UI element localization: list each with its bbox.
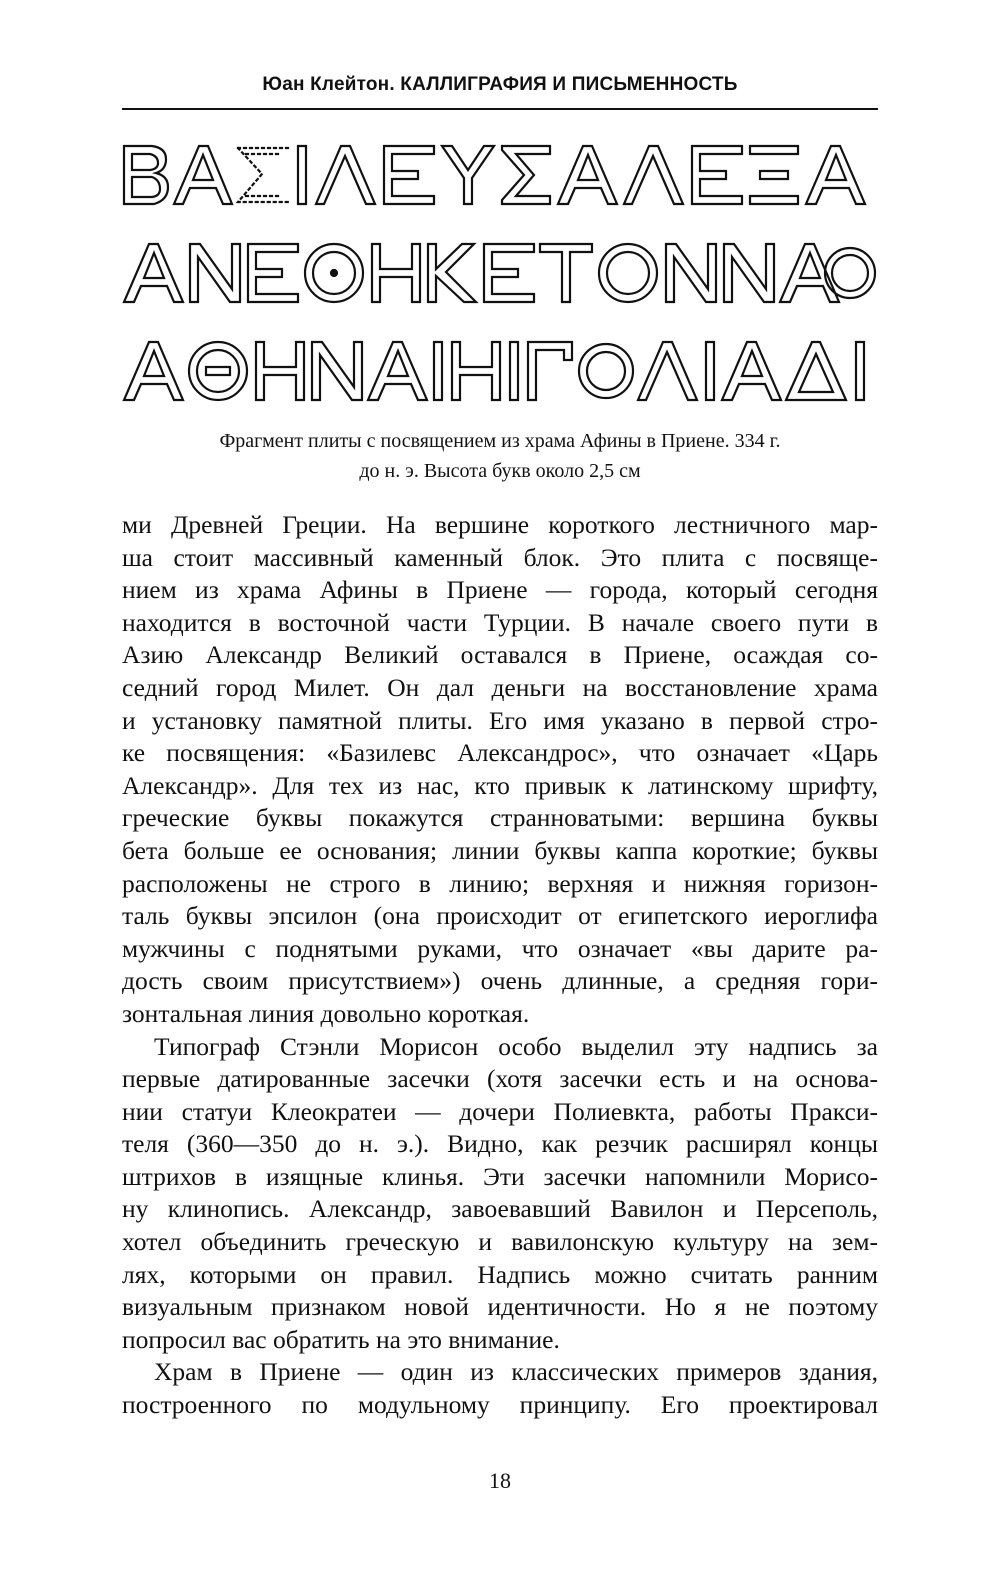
letter-kappa bbox=[428, 244, 476, 302]
text-line: дость своим присутствием») очень длинные, а средняя гори- bbox=[122, 966, 878, 996]
letter-alpha bbox=[368, 342, 427, 400]
letter-upsilon bbox=[442, 146, 494, 204]
text-line: Азию Александр Великий оставался в Приене, осаждая со- bbox=[122, 640, 878, 670]
letter-eta bbox=[372, 244, 420, 302]
letter-lambda bbox=[624, 146, 683, 204]
letter-eta bbox=[452, 342, 500, 400]
letter-alpha bbox=[806, 146, 865, 204]
header-rule bbox=[122, 108, 878, 110]
text-line: греческие буквы покажутся странноватыми: вершина буквы bbox=[122, 803, 878, 833]
body-text bbox=[122, 509, 878, 1422]
text-line: штрихов в изящные клинья. Эти засечки напомнили Морисо- bbox=[122, 1161, 878, 1191]
letter-omicron bbox=[599, 244, 657, 302]
text-line: нием из храма Афины в Приене — города, который сегодня bbox=[122, 575, 878, 605]
text-line: попросил вас обратить на это внимание. bbox=[122, 1324, 560, 1354]
letter-alpha bbox=[780, 244, 839, 302]
caption-line: до н. э. Высота букв около 2,5 см bbox=[359, 460, 641, 482]
text-line: первые датированные засечки (хотя засечки есть и на основа- bbox=[122, 1064, 878, 1094]
text-line: находится в восточной части Турции. В начале своего пути в bbox=[122, 607, 878, 637]
letter-tau bbox=[540, 244, 592, 302]
letter-beta bbox=[124, 146, 168, 204]
text-line: ша стоит массивный каменный блок. Это плита с посвяще- bbox=[122, 542, 878, 572]
letter-epsilon bbox=[692, 146, 742, 204]
letter-iota bbox=[298, 146, 306, 204]
running-head: Юан Клейтон. КАЛЛИГРАФИЯ И ПИСЬМЕННОСТЬ bbox=[262, 74, 738, 95]
text-line: и установку памятной плиты. Его имя указано в первой стро- bbox=[122, 705, 878, 735]
letter-iota bbox=[706, 342, 714, 400]
letter-epsilon bbox=[248, 244, 298, 302]
inscription-line-2 bbox=[124, 244, 875, 302]
letter-epsilon bbox=[384, 146, 434, 204]
letter-alpha bbox=[124, 244, 183, 302]
inscription-line-1 bbox=[124, 146, 865, 204]
text-line: Александр». Для тех из нас, кто привык к латинскому шрифту, bbox=[122, 770, 878, 800]
letter-iota bbox=[856, 342, 864, 400]
text-line: зонтальная линия довольно короткая. bbox=[122, 998, 530, 1028]
text-line: ну клинопись. Александр, завоевавший Вавилон и Персеполь, bbox=[122, 1194, 878, 1224]
text-line: мужчины с поднятыми руками, что означает «вы дарите ра- bbox=[122, 933, 878, 963]
letter-lambda bbox=[316, 146, 375, 204]
letter-alpha bbox=[124, 342, 183, 400]
letter-alpha bbox=[174, 146, 232, 204]
text-line: ке посвящения: «Базилевс Александрос», что означает «Царь bbox=[122, 738, 878, 768]
letter-epsilon bbox=[484, 244, 534, 302]
letter-nu bbox=[666, 244, 716, 302]
letter-delta bbox=[786, 342, 846, 400]
text-line: Храм в Приене — один из классических примеров здания, bbox=[154, 1357, 878, 1387]
letter-nu bbox=[312, 342, 362, 400]
greek-inscription-illustration bbox=[122, 134, 878, 414]
text-line: построенного по модульному принципу. Его проектировал bbox=[122, 1390, 878, 1420]
page-number: 18 bbox=[489, 1468, 511, 1493]
text-line: нии статуи Клеократеи — дочери Полиевкта, работы Пракси- bbox=[122, 1096, 878, 1126]
text-line: ми Древней Греции. На вершине короткого лестничного мар- bbox=[122, 510, 878, 539]
text-line: хотел объединить греческую и вавилонскую культуру на зем- bbox=[122, 1227, 878, 1257]
letter-lambda bbox=[638, 342, 697, 400]
figure-caption bbox=[122, 426, 878, 486]
text-line: теля (360—350 до н. э.). Видно, как резчик расширял концы bbox=[122, 1129, 878, 1159]
letter-omicron bbox=[825, 248, 875, 298]
letter-sigma-damaged bbox=[238, 148, 288, 202]
letter-nu bbox=[190, 244, 240, 302]
letter-alpha bbox=[722, 342, 781, 400]
letter-omicron bbox=[579, 344, 633, 398]
letter-eta bbox=[256, 342, 304, 400]
letter-sigma bbox=[502, 146, 550, 204]
text-line: таль буквы эпсилон (она происходит от египетского иероглифа bbox=[122, 901, 878, 931]
text-line: Типограф Стэнли Морисон особо выделил эту надпись за bbox=[154, 1031, 878, 1061]
letter-theta bbox=[189, 342, 247, 400]
caption-line: Фрагмент плиты с посвящением из храма Афины в Приене. 334 г. bbox=[219, 430, 781, 452]
letter-iota bbox=[434, 342, 442, 400]
letter-xi bbox=[750, 146, 798, 204]
text-line: визуальным признаком новой идентичности. Но я не поэтому bbox=[122, 1292, 878, 1322]
text-line: бета больше ее основания; линии буквы каппа короткие; буквы bbox=[122, 835, 878, 865]
inscription-line-3 bbox=[124, 342, 864, 400]
letter-theta bbox=[305, 244, 363, 302]
letter-nu bbox=[724, 244, 774, 302]
letter-alpha bbox=[558, 146, 617, 204]
text-line: лях, которыми он правил. Надпись можно считать ранним bbox=[122, 1259, 878, 1289]
text-line: расположены не строго в линию; верхняя и нижняя горизон- bbox=[122, 868, 878, 898]
letter-pi bbox=[528, 342, 572, 400]
letter-iota bbox=[510, 342, 518, 400]
text-line: седний город Милет. Он дал деньги на восстановление храма bbox=[122, 672, 878, 702]
